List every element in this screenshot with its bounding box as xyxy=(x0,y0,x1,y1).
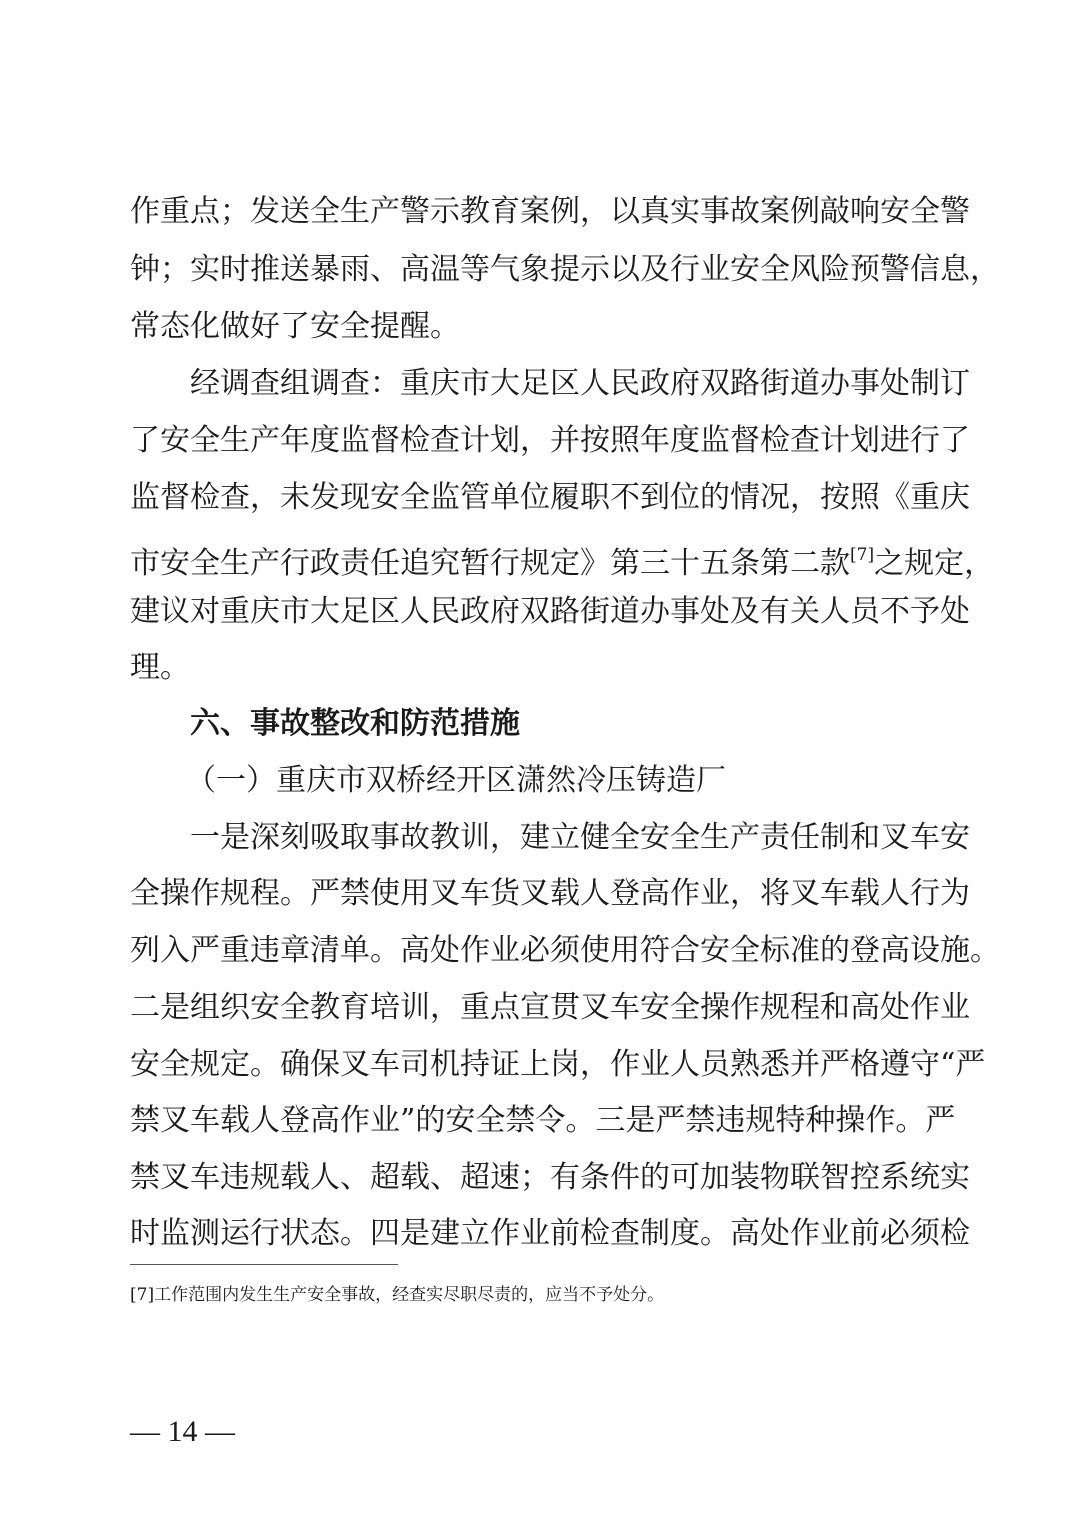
paragraph-line: 了安全生产年度监督检查计划，并按照年度监督检查计划进行了 xyxy=(130,423,970,458)
paragraph-line: 安全规定。确保叉车司机持证上岗，作业人员熟悉并严格遵守“严 xyxy=(130,1047,986,1082)
section-heading: 六、事故整改和防范措施 xyxy=(190,706,520,741)
page-number: — 14 — xyxy=(130,1415,235,1448)
paragraph-line: 常态化做好了安全提醒。 xyxy=(130,309,460,344)
paragraph-line: 作重点；发送全生产警示教育案例，以真实事故案例敲响安全警 xyxy=(130,194,970,229)
paragraph-text: 市安全生产行政责任追究暂行规定》第三十五条第二款 xyxy=(130,546,850,581)
paragraph-line: 钟；实时推送暴雨、高温等气象提示以及行业安全风险预警信息， xyxy=(130,252,1000,287)
paragraph-line: 二是组织安全教育培训，重点宣贯叉车安全操作规程和高处作业 xyxy=(130,990,970,1025)
paragraph-line: 一是深刻吸取事故教训，建立健全安全生产责任制和叉车安 xyxy=(190,820,970,855)
paragraph-line: 禁叉车违规载人、超载、超速；有条件的可加装物联智控系统实 xyxy=(130,1160,970,1195)
paragraph-line: 禁叉车载人登高作业”的安全禁令。三是严禁违规特种操作。严 xyxy=(130,1103,956,1138)
paragraph-line: 列入严重违章清单。高处作业必须使用符合安全标准的登高设施。 xyxy=(130,933,1000,968)
paragraph-line: 建议对重庆市大足区人民政府双路街道办事处及有关人员不予处 xyxy=(130,594,970,629)
subsection-heading: （一）重庆市双桥经开区潇然冷压铸造厂 xyxy=(186,763,726,798)
paragraph-line: 监督检查，未发现安全监管单位履职不到位的情况，按照《重庆 xyxy=(130,480,970,515)
paragraph-line: 时监测运行状态。四是建立作业前检查制度。高处作业前必须检 xyxy=(130,1216,970,1251)
footnote-divider xyxy=(130,1264,398,1265)
paragraph-line-with-footnote-ref xyxy=(130,535,995,581)
paragraph-text: 之规定， xyxy=(874,546,995,581)
footnote-reference[interactable]: [7] xyxy=(850,545,875,565)
paragraph-line: 理。 xyxy=(130,650,190,685)
paragraph-line: 经调查组调查：重庆市大足区人民政府双路街道办事处制订 xyxy=(190,366,970,401)
footnote: [7]工作范围内发生生产安全事故，经查实尽职尽责的，应当不予处分。 xyxy=(130,1285,665,1305)
paragraph-line: 全操作规程。严禁使用叉车货叉载人登高作业，将叉车载人行为 xyxy=(130,876,970,911)
